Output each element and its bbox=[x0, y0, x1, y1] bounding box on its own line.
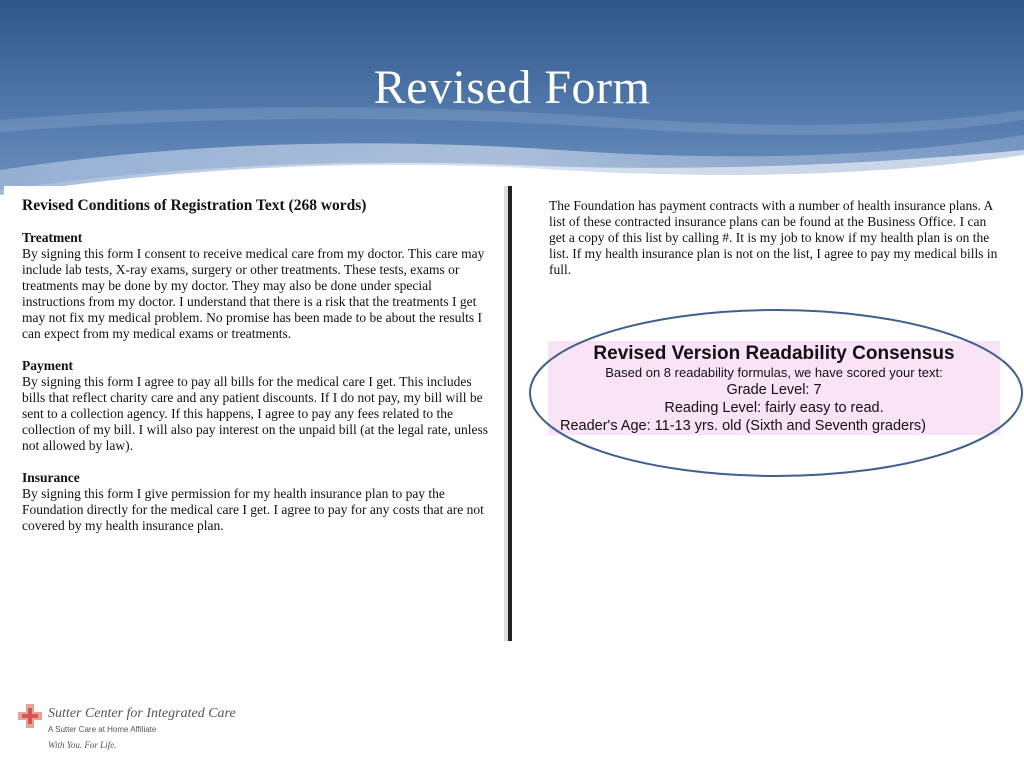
logo-tagline: With You. For Life. bbox=[48, 740, 117, 750]
section-body-payment: By signing this form I agree to pay all bills for the medical care I get. This includes bills that reflect charity care and any patient discounts. If I do not pay, my bill will be sent to a collection agency. If this happens, I agree to pay any fees related to the collection of my bill. I will also pay interest on the unpaid bill (at the legal rate, unless not allowed by law). bbox=[22, 374, 489, 453]
section-body-treatment: By signing this form I consent to receive medical care from my doctor. This care may include lab tests, X-ray exams, surgery or other treatments. These tests, exams or treatments may be done by my doctor. They may also be done under special instructions from my doctor. I understand that there is a risk that the treatments I get may not fix my medical problem. No promise has been made to be about the results I can expect from my medical exams or treatments. bbox=[22, 246, 485, 341]
grade-level: Grade Level: 7 bbox=[726, 382, 822, 398]
sutter-cross-icon bbox=[16, 702, 44, 730]
section-title-payment: Payment bbox=[22, 358, 73, 373]
readers-age: Reader's Age: 11-13 yrs. old (Sixth and Seventh graders) bbox=[560, 418, 927, 434]
document-left-column bbox=[22, 198, 492, 550]
readability-subtitle: Based on 8 readability formulas, we have scored your text: bbox=[605, 365, 943, 380]
slide-title: Revised Form bbox=[373, 61, 651, 114]
section-body-insurance: By signing this form I give permission for my health insurance plan to pay the Foundation directly for the medical care I get. I agree to pay for any costs that are not covered by my health insurance plan. bbox=[22, 486, 484, 533]
readability-box bbox=[548, 341, 1000, 435]
section-title-treatment: Treatment bbox=[22, 230, 83, 245]
sutter-logo bbox=[16, 700, 276, 756]
section-title-insurance: Insurance bbox=[22, 470, 80, 485]
logo-name: Sutter Center for Integrated Care bbox=[48, 706, 236, 721]
document-right-column bbox=[549, 198, 1004, 294]
reading-level: Reading Level: fairly easy to read. bbox=[664, 400, 884, 416]
payment-contracts-text: The Foundation has payment contracts with a number of health insurance plans. A list of these contracted insurance plans can be found at the Business Office. I can get a copy of this list by calling #. It is my job to know if my health plan is on the list. If my health insurance plan is not on the list, I agree to pay my medical bills in full. bbox=[549, 198, 998, 277]
document-heading: Revised Conditions of Registration Text (268 words) bbox=[22, 197, 367, 214]
logo-affiliate: A Sutter Care at Home Affiliate bbox=[48, 725, 157, 734]
column-divider bbox=[508, 186, 512, 641]
document-image bbox=[4, 186, 1012, 641]
readability-title: Revised Version Readability Consensus bbox=[593, 343, 955, 364]
